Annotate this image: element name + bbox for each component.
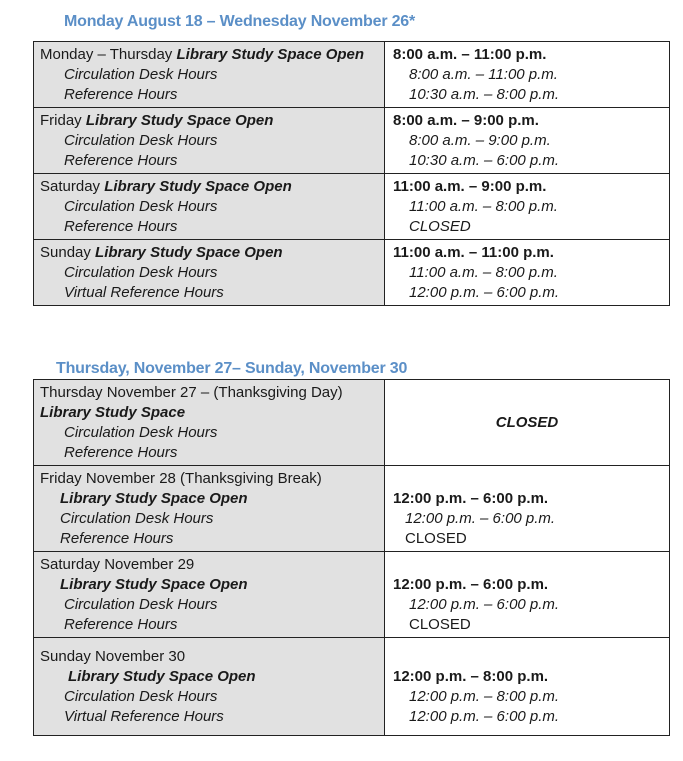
sub-hours: 12:00 p.m. – 6:00 p.m. bbox=[409, 708, 560, 725]
sub-label: Reference Hours bbox=[60, 530, 174, 547]
sub-label: Reference Hours bbox=[64, 616, 178, 633]
space-hours: 12:00 p.m. – 6:00 p.m. bbox=[393, 490, 549, 507]
sub-hours: 12:00 p.m. – 8:00 p.m. bbox=[409, 688, 560, 705]
sub-hours: CLOSED bbox=[409, 218, 471, 235]
day-label-cell bbox=[34, 240, 385, 306]
sub-label: Circulation Desk Hours bbox=[64, 596, 218, 613]
space-label: Library Study Space Open bbox=[60, 576, 248, 593]
day-line bbox=[34, 45, 384, 65]
table-row bbox=[34, 108, 670, 174]
sub-label: Reference Hours bbox=[64, 444, 178, 461]
table-row bbox=[34, 466, 670, 552]
day-name: Thursday November 27 – (Thanksgiving Day) bbox=[40, 384, 343, 401]
space-hours: 12:00 p.m. – 8:00 p.m. bbox=[393, 668, 549, 685]
sub-label: Virtual Reference Hours bbox=[64, 708, 224, 725]
hours-cell bbox=[385, 552, 670, 638]
day-line bbox=[34, 111, 384, 131]
hours-cell bbox=[385, 108, 670, 174]
sub-hours: 8:00 a.m. – 9:00 p.m. bbox=[409, 132, 551, 149]
hours-cell bbox=[385, 240, 670, 306]
day-name: Saturday bbox=[40, 178, 101, 195]
table-row bbox=[34, 638, 670, 736]
day-name: Friday November 28 (Thanksgiving Break) bbox=[40, 470, 322, 487]
sub-label: Circulation Desk Hours bbox=[64, 424, 218, 441]
space-hours: 8:00 a.m. – 9:00 p.m. bbox=[393, 112, 539, 129]
day-name: Monday – Thursday bbox=[40, 46, 173, 63]
sub-label: Circulation Desk Hours bbox=[60, 510, 214, 527]
day-name: Friday bbox=[40, 112, 82, 129]
schedule-table-thanksgiving bbox=[33, 379, 670, 736]
space-label: Library Study Space bbox=[40, 404, 186, 421]
day-name: Sunday November 30 bbox=[40, 648, 186, 665]
space-label: Library Study Space Open bbox=[95, 244, 283, 261]
sub-hours: 10:30 a.m. – 6:00 p.m. bbox=[409, 152, 560, 169]
sub-hours: 11:00 a.m. – 8:00 p.m. bbox=[409, 198, 558, 215]
sub-label: Circulation Desk Hours bbox=[64, 66, 218, 83]
sub-label: Reference Hours bbox=[64, 152, 178, 169]
day-label-cell bbox=[34, 552, 385, 638]
day-label-cell bbox=[34, 108, 385, 174]
closed-cell bbox=[385, 380, 670, 466]
sub-hours: CLOSED bbox=[409, 616, 471, 633]
sub-label: Reference Hours bbox=[64, 86, 178, 103]
space-label: Library Study Space Open bbox=[176, 46, 365, 63]
day-label-cell bbox=[34, 380, 385, 466]
hours-cell bbox=[385, 42, 670, 108]
day-name: Sunday bbox=[40, 244, 91, 261]
table-row bbox=[34, 552, 670, 638]
day-label-cell bbox=[34, 42, 385, 108]
table-row bbox=[34, 380, 670, 466]
day-label-cell bbox=[34, 174, 385, 240]
sub-label: Circulation Desk Hours bbox=[64, 264, 218, 281]
sub-hours: CLOSED bbox=[405, 530, 467, 547]
sub-label: Reference Hours bbox=[64, 218, 178, 235]
space-hours: 8:00 a.m. – 11:00 p.m. bbox=[393, 46, 547, 63]
space-hours: 11:00 a.m. – 11:00 p.m. bbox=[393, 244, 554, 261]
day-line bbox=[34, 177, 384, 197]
sub-label: Circulation Desk Hours bbox=[64, 688, 218, 705]
sub-hours: 12:00 p.m. – 6:00 p.m. bbox=[409, 284, 560, 301]
sub-hours: 10:30 a.m. – 8:00 p.m. bbox=[409, 86, 560, 103]
day-label-cell bbox=[34, 466, 385, 552]
space-label: Library Study Space Open bbox=[68, 668, 256, 685]
table-row bbox=[34, 174, 670, 240]
sub-hours: 12:00 p.m. – 6:00 p.m. bbox=[409, 596, 560, 613]
table-row bbox=[34, 42, 670, 108]
space-hours: 11:00 a.m. – 9:00 p.m. bbox=[393, 178, 547, 195]
day-name: Saturday November 29 bbox=[40, 556, 195, 573]
schedule-table-regular bbox=[33, 41, 670, 306]
space-hours: 12:00 p.m. – 6:00 p.m. bbox=[393, 576, 549, 593]
section1-heading: Monday August 18 – Wednesday November 26* bbox=[64, 13, 416, 30]
sub-hours: 11:00 a.m. – 8:00 p.m. bbox=[409, 264, 558, 281]
hours-cell bbox=[385, 638, 670, 736]
space-label: Library Study Space Open bbox=[60, 490, 248, 507]
hours-cell bbox=[385, 466, 670, 552]
hours-cell bbox=[385, 174, 670, 240]
section2-heading: Thursday, November 27– Sunday, November 30 bbox=[56, 360, 408, 377]
day-line bbox=[34, 243, 384, 263]
closed-label: CLOSED bbox=[495, 414, 559, 431]
space-label: Library Study Space Open bbox=[85, 112, 274, 129]
table-row bbox=[34, 240, 670, 306]
sub-hours: 8:00 a.m. – 11:00 p.m. bbox=[409, 66, 558, 83]
day-label-cell bbox=[34, 638, 385, 736]
sub-label: Virtual Reference Hours bbox=[64, 284, 224, 301]
sub-label: Circulation Desk Hours bbox=[64, 132, 218, 149]
space-label: Library Study Space Open bbox=[104, 178, 292, 195]
sub-hours: 12:00 p.m. – 6:00 p.m. bbox=[405, 510, 556, 527]
sub-label: Circulation Desk Hours bbox=[64, 198, 218, 215]
